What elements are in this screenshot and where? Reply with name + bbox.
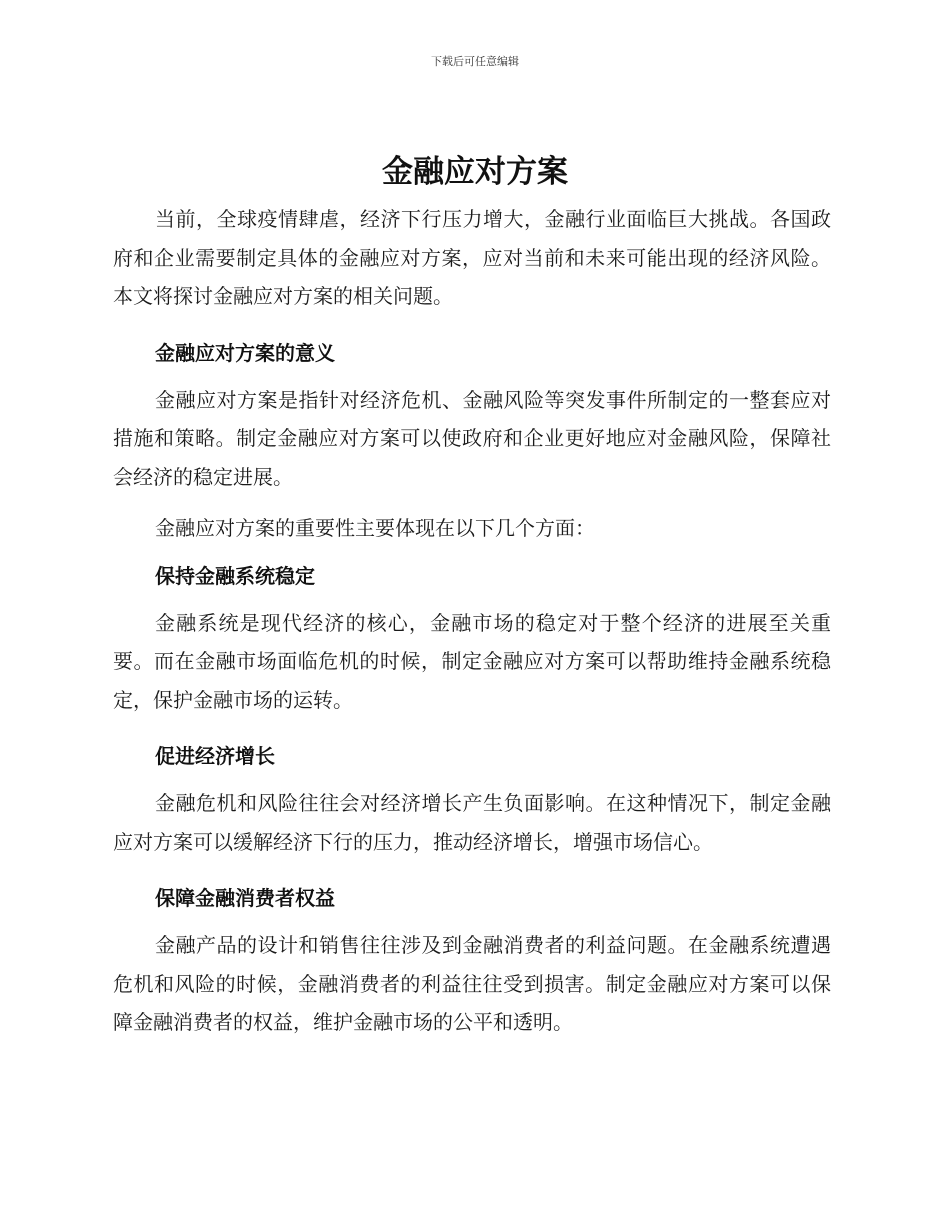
section-paragraph: 金融系统是现代经济的核心，金融市场的稳定对于整个经济的进展至关重要。而在金融市场面临危机的时候，制定金融应对方案可以帮助维持金融系统稳定，保护金融市场的运转。 [113, 610, 831, 712]
document-title: 金融应对方案 [382, 154, 568, 190]
section-paragraph: 金融应对方案的重要性主要体现在以下几个方面： [155, 516, 595, 540]
intro-paragraph: 当前，全球疫情肆虐，经济下行压力增大，金融行业面临巨大挑战。各国政府和企业需要制定具体的金融应对方案，应对当前和未来可能出现的经济风险。本文将探讨金融应对方案的相关问题。 [113, 207, 831, 308]
header-note: 下载后可任意编辑 [431, 55, 519, 68]
section-heading-growth: 促进经济增长 [155, 744, 275, 768]
section-heading-stability: 保持金融系统稳定 [155, 563, 315, 588]
section-heading-consumer-rights: 保障金融消费者权益 [155, 886, 335, 910]
document-body [113, 200, 831, 1042]
section-paragraph: 金融产品的设计和销售往往涉及到金融消费者的利益问题。在金融系统遭遇危机和风险的时候，金融消费者的利益往往受到损害。制定金融应对方案可以保障金融消费者的权益，维护金融市场的公平和透明。 [113, 933, 831, 1034]
section-paragraph: 金融危机和风险往往会对经济增长产生负面影响。在这种情况下，制定金融应对方案可以缓解经济下行的压力，推动经济增长，增强市场信心。 [113, 791, 831, 854]
section-heading-significance: 金融应对方案的意义 [155, 340, 335, 365]
section-paragraph: 金融应对方案是指针对经济危机、金融风险等突发事件所制定的一整套应对措施和策略。制定金融应对方案可以使政府和企业更好地应对金融风险，保障社会经济的稳定进展。 [113, 387, 831, 489]
